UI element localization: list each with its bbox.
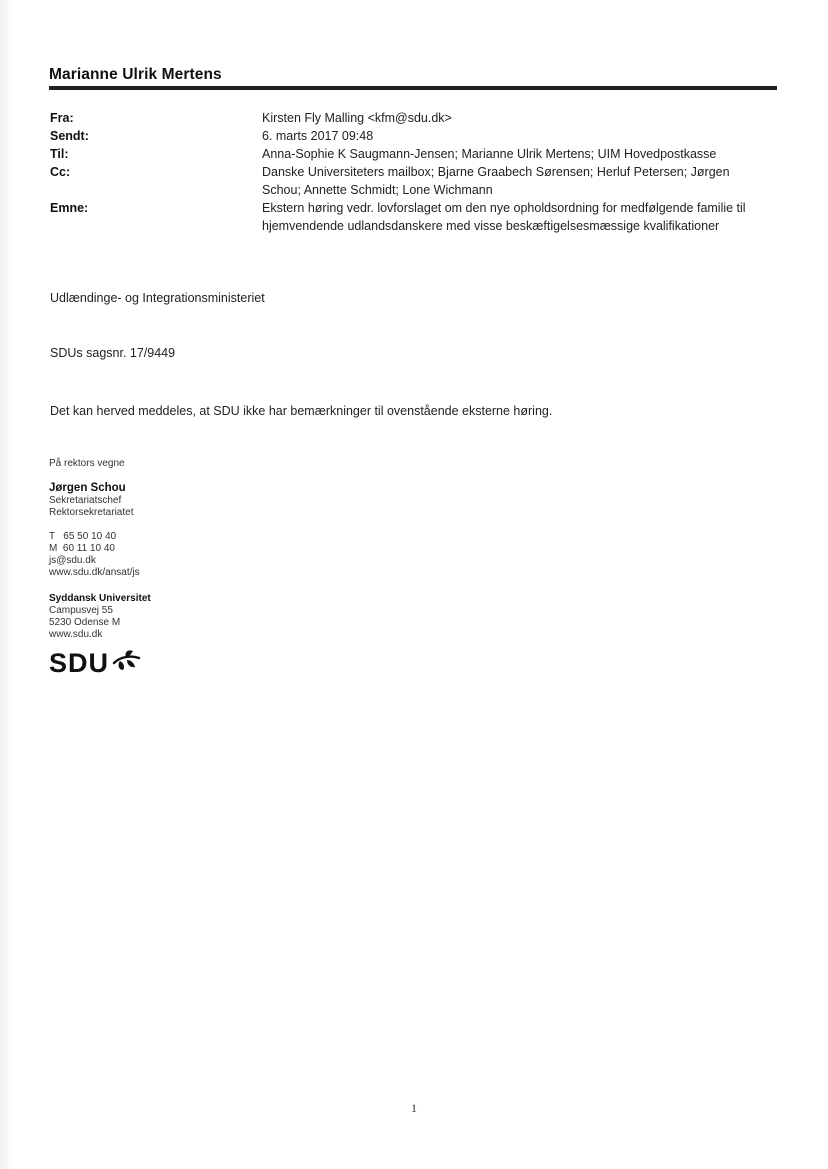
signature-email: js@sdu.dk (49, 555, 96, 566)
from-value: Kirsten Fly Malling <kfm@sdu.dk> (262, 111, 452, 125)
signature-contact (49, 531, 140, 579)
case-number: SDUs sagsnr. 17/9449 (50, 346, 176, 360)
cc-label: Cc: (50, 165, 71, 179)
message-text: Det kan herved meddeles, at SDU ikke har bemærkninger til ovenstående eksterne høring. (50, 404, 553, 418)
signature-street: Campusvej 55 (49, 605, 113, 616)
signature-web-personal: www.sdu.dk/ansat/js (49, 567, 140, 578)
title-divider (49, 86, 777, 90)
recipient-line: Udlændinge- og Integrationsministeriet (50, 291, 265, 305)
subject-value: Ekstern høring vedr. lovforslaget om den nye opholdsordning for medfølgende familie til hjemvendende udlandsdanskere med visse beskæftigelsesmæssige kvalifikationer (262, 201, 746, 233)
signature-on-behalf: På rektors vegne (49, 458, 125, 469)
from-label: Fra: (50, 111, 74, 125)
sent-value: 6. marts 2017 09:48 (262, 129, 374, 143)
signature-phone: T 65 50 10 40 (49, 531, 117, 542)
document-title: Marianne Ulrik Mertens (49, 66, 222, 83)
sdu-leaf-icon (112, 649, 142, 673)
to-value: Anna-Sophie K Saugmann-Jensen; Marianne Ulrik Mertens; UIM Hovedpostkasse (262, 147, 717, 161)
signature-org-name: Syddansk Universitet (49, 593, 151, 604)
cc-value: Danske Universiteters mailbox; Bjarne Graabech Sørensen; Herluf Petersen; Jørgen Schou; Annette Schmidt; Lone Wichmann (262, 165, 730, 197)
signature-title: Sekretariatschef (49, 495, 122, 506)
signature-web: www.sdu.dk (49, 629, 103, 640)
sent-label: Sendt: (50, 129, 89, 143)
signature-name: Jørgen Schou (49, 482, 126, 494)
sdu-logo (49, 648, 142, 678)
signature-department: Rektorsekretariatet (49, 507, 134, 518)
signature-mobile: M 60 11 10 40 (49, 543, 115, 554)
subject-label: Emne: (50, 201, 89, 215)
signature-person (49, 481, 133, 519)
sdu-logo-text: SDU (49, 648, 110, 678)
page-number: 1 (411, 1101, 417, 1115)
signature-city: 5230 Odense M (49, 617, 121, 628)
to-label: Til: (50, 147, 69, 161)
scan-edge (0, 0, 14, 1169)
signature-organization (49, 593, 151, 641)
